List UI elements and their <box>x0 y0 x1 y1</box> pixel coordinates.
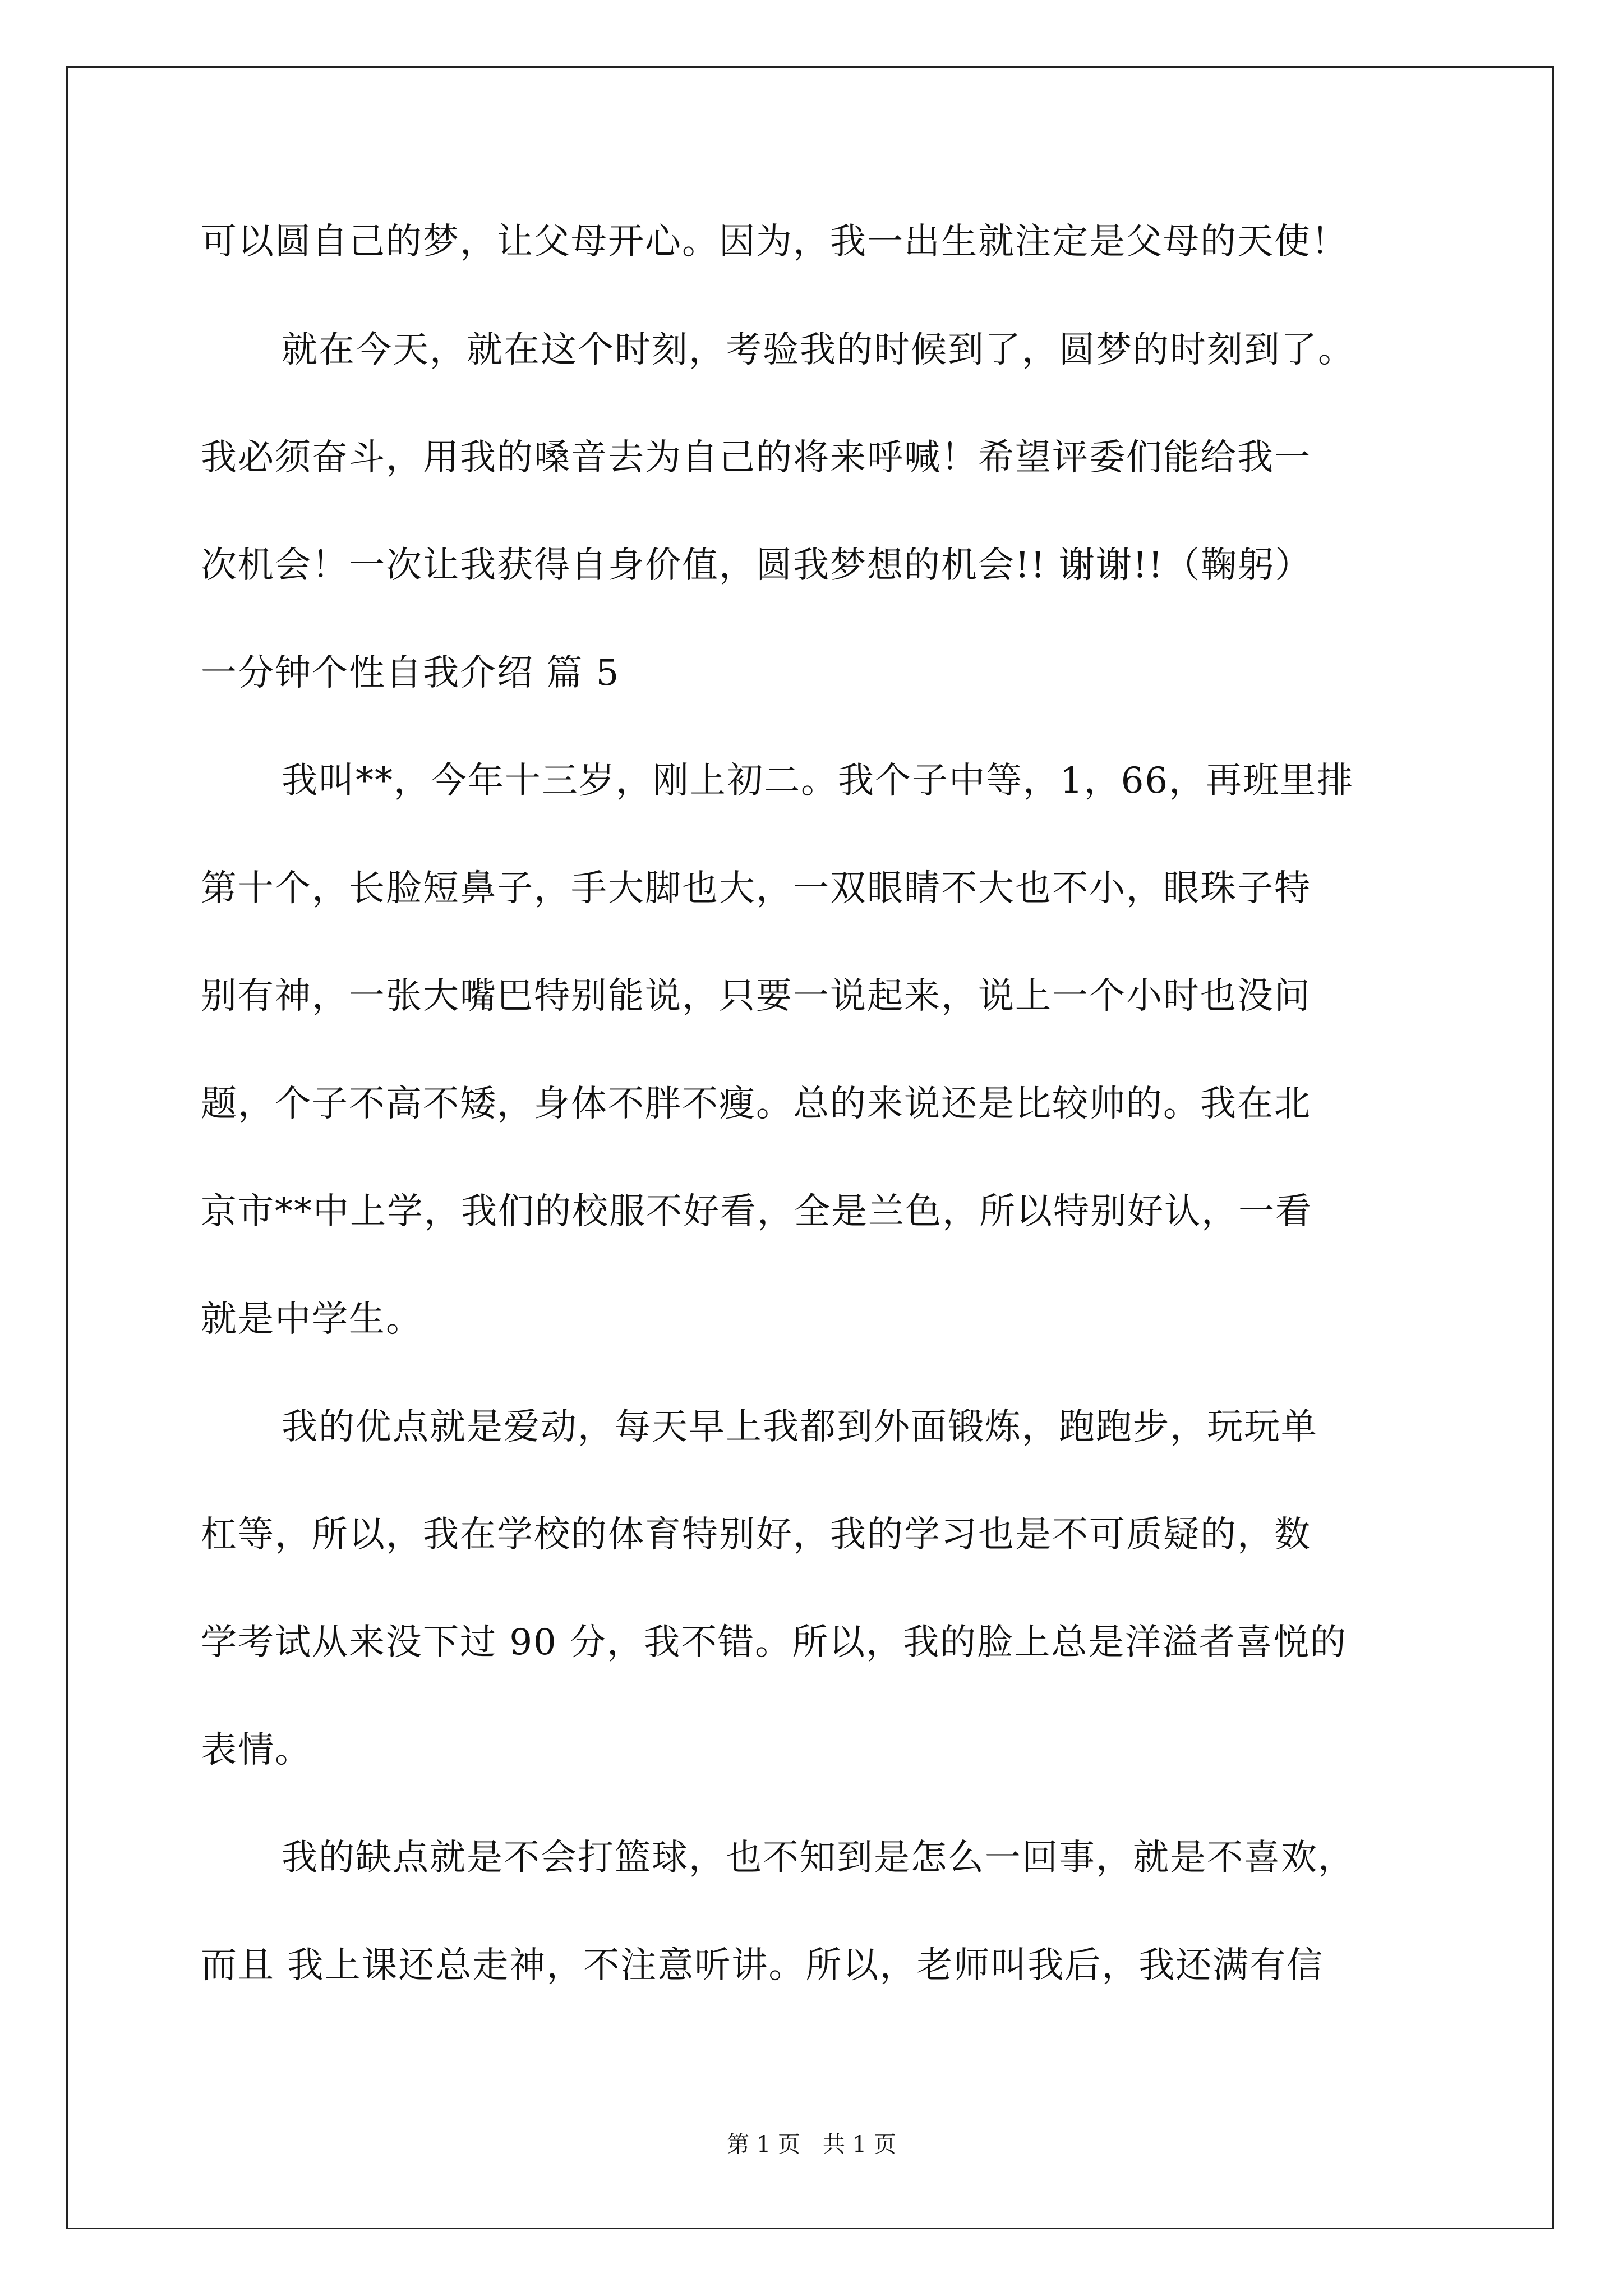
text-line: 别有神，一张大嘴巴特别能说，只要一说起来，说上一个小时也没问 <box>201 976 1311 1017</box>
text-line: 我必须奋斗，用我的嗓音去为自己的将来呼喊！希望评委们能给我一 <box>201 437 1311 478</box>
text-line: 而且 我上课还总走神，不注意听讲。所以，老师叫我后，我还满有信 <box>201 1945 1324 1986</box>
text-line: 第十个，长脸短鼻子，手大脚也大，一双眼睛不大也不小，眼珠子特 <box>201 868 1311 909</box>
text-line: 题，个子不高不矮，身体不胖不瘦。总的来说还是比较帅的。我在北 <box>201 1083 1311 1125</box>
text-line: 我叫**，今年十三岁，刚上初二。我个子中等，1，66，再班里排 <box>282 760 1354 802</box>
text-line: 学考试从来没下过 90 分，我不错。所以，我的脸上总是洋溢者喜悦的 <box>201 1622 1348 1663</box>
text-line: 我的优点就是爱动，每天早上我都到外面锻炼，跑跑步，玩玩单 <box>282 1406 1318 1448</box>
text-line: 京市**中上学，我们的校服不好看，全是兰色，所以特别好认，一看 <box>201 1191 1312 1232</box>
text-line: 就在今天，就在这个时刻，考验我的时候到了，圆梦的时刻到了。 <box>282 329 1355 371</box>
text-line: 表情。 <box>201 1729 312 1771</box>
text-line: 我的缺点就是不会打篮球，也不知到是怎么一回事，就是不喜欢， <box>282 1837 1355 1879</box>
text-line: 可以圆自己的梦，让父母开心。因为，我一出生就注定是父母的天使！ <box>201 221 1348 263</box>
page-border <box>66 66 1554 2229</box>
text-line: 杠等，所以，我在学校的体育特别好，我的学习也是不可质疑的，数 <box>201 1514 1311 1556</box>
text-line: 就是中学生。 <box>201 1299 423 1340</box>
page-footer: 第 1 页 共 1 页 <box>727 2132 896 2157</box>
text-line: 次机会！一次让我获得自身价值，圆我梦想的机会!! 谢谢!!（鞠躬） <box>201 545 1312 586</box>
section-heading: 一分钟个性自我介绍 篇 5 <box>201 652 620 694</box>
